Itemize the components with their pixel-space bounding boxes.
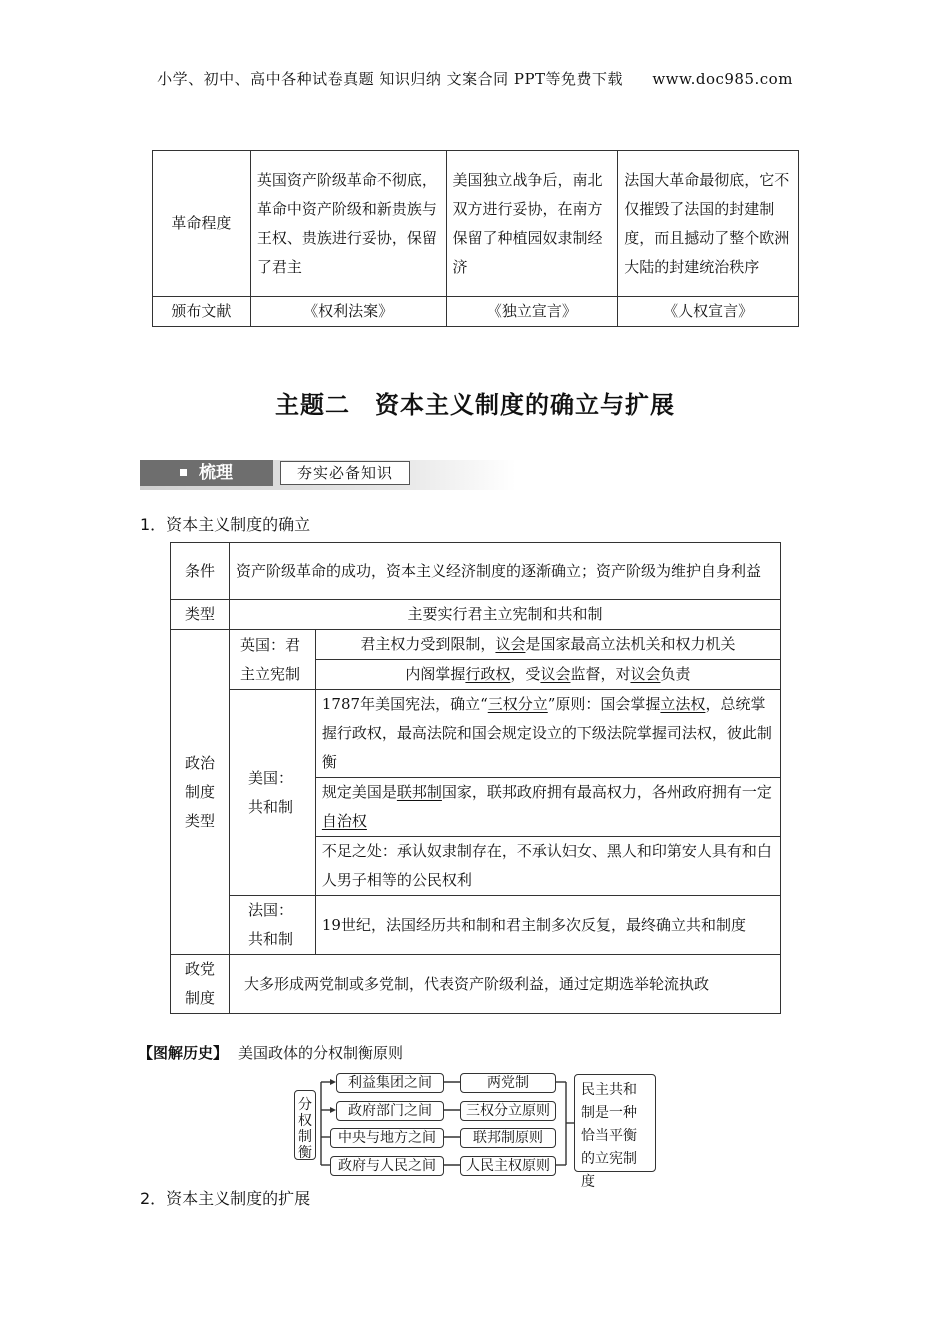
root-box: 分权制衡	[294, 1090, 316, 1160]
banner-label: 梳理	[140, 460, 273, 486]
capitalism-establishment-table	[170, 542, 781, 1014]
fr-label: 法国：共和制	[229, 896, 315, 955]
section-heading-1: 1．资本主义制度的确立	[140, 515, 311, 534]
fr-cell: 19世纪，法国经历共和制和君主制多次反复，最终确立共和制度	[315, 896, 780, 955]
uk-cell-2: 内阁掌握行政权，受议会监督，对议会负责	[315, 660, 780, 690]
figure-tag: 【图解历史】	[138, 1044, 229, 1062]
section-banner	[140, 460, 516, 490]
revolution-comparison-table	[152, 150, 799, 327]
type-cell: 主要实行君主立宪制和共和制	[229, 600, 780, 630]
right-box: 两党制	[460, 1073, 556, 1093]
party-label: 政党制度	[171, 955, 230, 1014]
cell-uk: 英国资产阶级革命不彻底，革命中资产阶级和新贵族与王权、贵族进行妥协，保留了君主	[250, 151, 446, 297]
uk-cell-1: 君主权力受到限制，议会是国家最高立法机关和权力机关	[315, 630, 780, 660]
us-label: 美国：共和制	[229, 690, 315, 896]
table-row	[171, 955, 781, 1014]
banner-subtitle: 夯实必备知识	[280, 461, 410, 485]
cell-us: 《独立宣言》	[446, 297, 618, 327]
us-cell-1: 1787年美国宪法，确立“三权分立”原则：国会掌握立法权，总统掌握行政权，最高法院和国会规定设立的下级法院掌握司法权，彼此制衡	[315, 690, 780, 778]
table-row	[171, 896, 781, 955]
left-box: 中央与地方之间	[330, 1128, 444, 1148]
type-label: 类型	[171, 600, 230, 630]
cell-fr: 法国大革命最彻底，它不仅摧毁了法国的封建制度，而且撼动了整个欧洲大陆的封建统治秩序	[618, 151, 799, 297]
cell-us: 美国独立战争后，南北双方进行妥协，在南方保留了种植园奴隶制经济	[446, 151, 618, 297]
table-row	[171, 600, 781, 630]
politics-label: 政治制度类型	[171, 630, 230, 955]
right-box: 三权分立原则	[460, 1101, 556, 1121]
section-heading-2: 2．资本主义制度的扩展	[140, 1189, 311, 1208]
right-box: 联邦制原则	[460, 1128, 556, 1148]
figure-caption	[138, 1042, 403, 1063]
condition-label: 条件	[171, 543, 230, 600]
table-row	[171, 690, 781, 778]
right-box: 人民主权原则	[460, 1156, 556, 1176]
page-header	[0, 68, 950, 89]
square-icon	[180, 469, 187, 476]
header-text: 小学、初中、高中各种试卷真题 知识归纳 文案合同 PPT等免费下载	[157, 70, 624, 88]
cell-fr: 《人权宣言》	[618, 297, 799, 327]
header-url[interactable]: www.doc985.com	[652, 70, 793, 88]
left-box: 利益集团之间	[336, 1073, 444, 1093]
conclusion-box: 民主共和制是一种恰当平衡的立宪制度	[574, 1074, 656, 1172]
us-cell-3: 不足之处：承认奴隶制存在，不承认妇女、黑人和印第安人具有和白人男子相等的公民权利	[315, 837, 780, 896]
row-label: 颁布文献	[153, 297, 251, 327]
page-title: 主题二 资本主义制度的确立与扩展	[275, 391, 675, 419]
cell-uk: 《权利法案》	[250, 297, 446, 327]
party-cell: 大多形成两党制或多党制，代表资产阶级利益，通过定期选举轮流执政	[229, 955, 780, 1014]
figure-title: 美国政体的分权制衡原则	[238, 1044, 404, 1062]
uk-label: 英国：君主立宪制	[229, 630, 315, 690]
row-label: 革命程度	[153, 151, 251, 297]
condition-cell: 资产阶级革命的成功，资本主义经济制度的逐渐确立；资产阶级为维护自身利益	[229, 543, 780, 600]
separation-of-powers-diagram	[290, 1070, 660, 1190]
left-box: 政府部门之间	[336, 1101, 444, 1121]
us-cell-2: 规定美国是联邦制国家，联邦政府拥有最高权力，各州政府拥有一定自治权	[315, 778, 780, 837]
table-row	[153, 151, 799, 297]
table-row	[171, 630, 781, 660]
table-row	[153, 297, 799, 327]
left-box: 政府与人民之间	[330, 1156, 444, 1176]
table-row	[171, 543, 781, 600]
